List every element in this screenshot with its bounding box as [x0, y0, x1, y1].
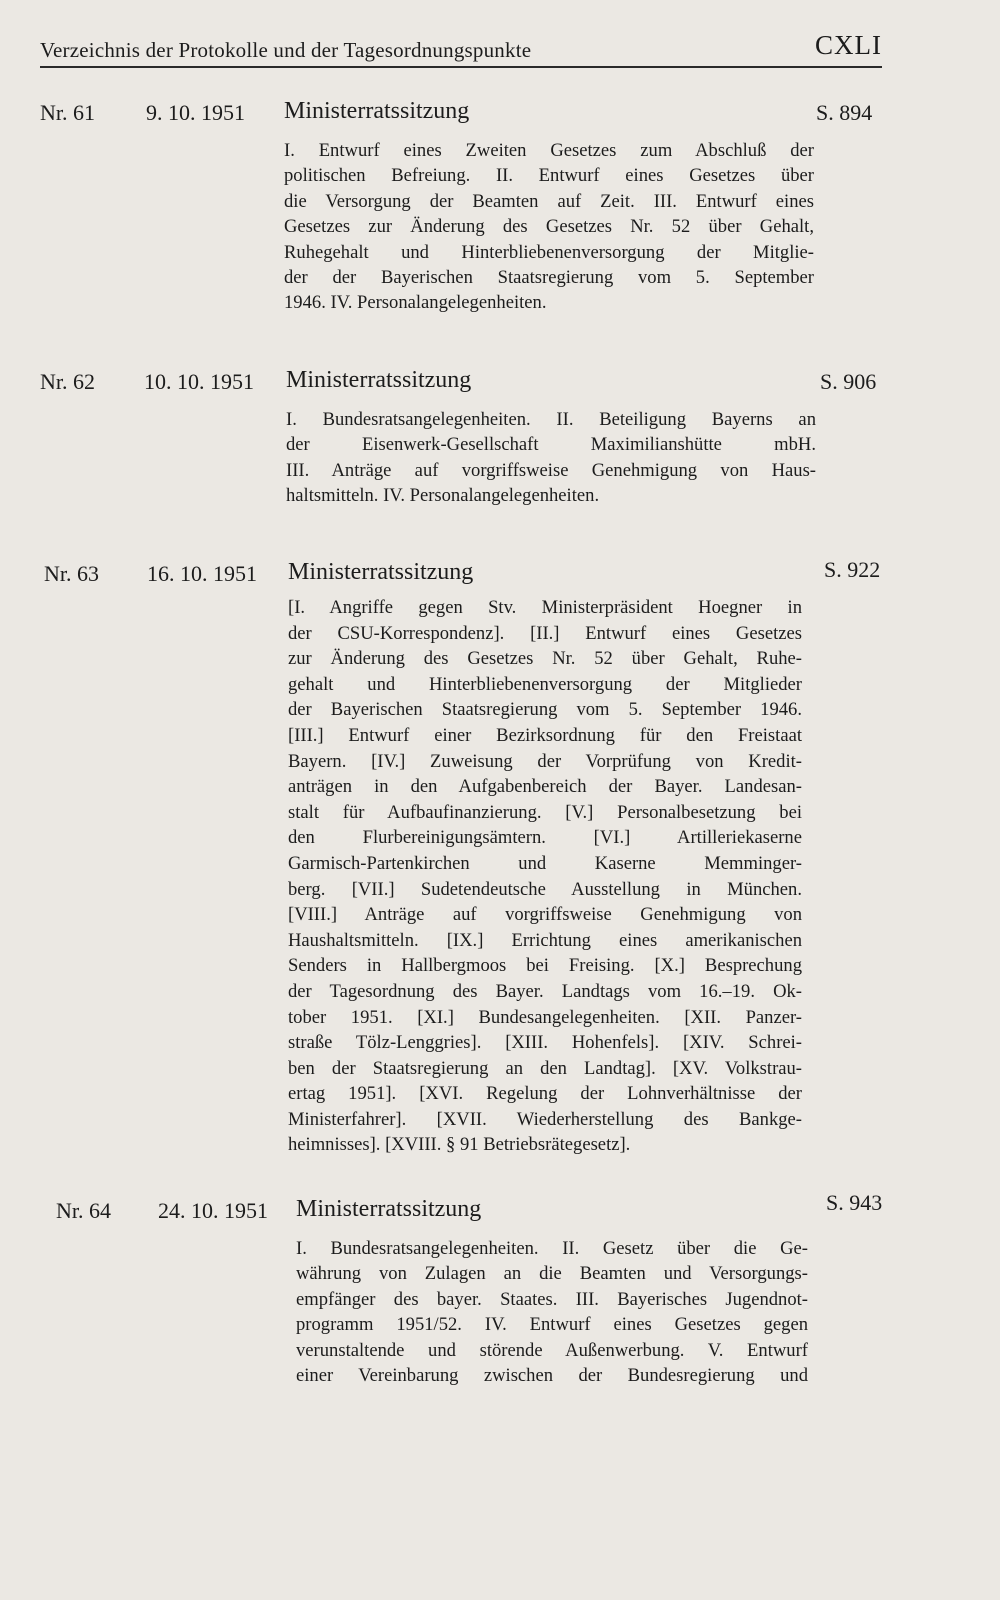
- entry-date: 9. 10. 1951: [146, 100, 245, 125]
- entry-date: 10. 10. 1951: [144, 369, 254, 394]
- agenda-line: der Eisenwerk-Gesellschaft Maximilianshütte mbH.: [286, 434, 816, 456]
- entry-page-ref: S. 894: [816, 100, 873, 125]
- running-header: [40, 30, 882, 70]
- agenda-line: politischen Befreiung. II. Entwurf eines Gesetzes über: [284, 165, 814, 187]
- agenda-line: tober 1951. [XI.] Bundesangelegenheiten. [XII. Panzer-: [288, 1006, 802, 1028]
- entry-agenda-text: [286, 407, 816, 509]
- agenda-line: Garmisch-Partenkirchen und Kaserne Memminger-: [288, 852, 802, 874]
- agenda-line: ben der Staatsregierung an den Landtag]. [XV. Volkstrau-: [288, 1057, 802, 1079]
- agenda-line: heimnisses]. [XVIII. § 91 Betriebsrätegesetz].: [288, 1134, 631, 1156]
- agenda-line: Ruhegehalt und Hinterbliebenenversorgung der Mitglie-: [284, 241, 814, 263]
- agenda-line: einer Vereinbarung zwischen der Bundesregierung und: [296, 1365, 808, 1387]
- entry-page-ref: S. 943: [826, 1190, 883, 1215]
- entry-number: Nr. 64: [56, 1198, 111, 1223]
- agenda-line: I. Bundesratsangelegenheiten. II. Beteiligung Bayerns an: [286, 409, 816, 430]
- agenda-line: III. Anträge auf vorgriffsweise Genehmigung von Haus-: [286, 459, 816, 481]
- agenda-line: die Versorgung der Beamten auf Zeit. III. Entwurf eines: [284, 190, 814, 212]
- agenda-line: Gesetzes zur Änderung des Gesetzes Nr. 52 über Gehalt,: [284, 216, 814, 238]
- entry-number: Nr. 63: [44, 561, 99, 586]
- entry-number: Nr. 62: [40, 369, 95, 394]
- entry-number: Nr. 61: [40, 100, 95, 125]
- agenda-line: I. Entwurf eines Zweiten Gesetzes zum Abschluß der: [284, 140, 814, 161]
- entry-heading: Ministerratssitzung: [296, 1196, 482, 1222]
- agenda-line: empfänger des bayer. Staates. III. Bayerisches Jugendnot-: [296, 1288, 808, 1310]
- agenda-line: verunstaltende und störende Außenwerbung. V. Entwurf: [296, 1339, 808, 1361]
- agenda-line: Haushaltsmitteln. [IX.] Errichtung eines amerikanischen: [288, 929, 802, 951]
- entry-date: 24. 10. 1951: [158, 1198, 268, 1223]
- agenda-line: [VIII.] Anträge auf vorgriffsweise Genehmigung von: [288, 904, 802, 926]
- agenda-line: Bayern. [IV.] Zuweisung der Vorprüfung von Kredit-: [288, 750, 802, 772]
- entry-page-ref: S. 922: [824, 557, 881, 582]
- entry-heading: Ministerratssitzung: [286, 367, 472, 393]
- agenda-line: Senders in Hallbergmoos bei Freising. [X.] Besprechung: [288, 955, 802, 977]
- agenda-line: der der Bayerischen Staatsregierung vom 5. September: [284, 267, 814, 289]
- entry-page-ref: S. 906: [820, 369, 877, 394]
- entry-date: 16. 10. 1951: [147, 561, 257, 586]
- agenda-line: zur Änderung des Gesetzes Nr. 52 über Gehalt, Ruhe-: [288, 648, 802, 670]
- agenda-line: ertag 1951]. [XVI. Regelung der Lohnverhältnisse der: [288, 1083, 802, 1105]
- agenda-line: programm 1951/52. IV. Entwurf eines Gesetzes gegen: [296, 1314, 808, 1336]
- entry-agenda-text: [288, 595, 802, 1158]
- entry-agenda-text: [284, 138, 814, 316]
- agenda-line: anträgen in den Aufgabenbereich der Bayer. Landesan-: [288, 776, 802, 798]
- agenda-line: gehalt und Hinterbliebenenversorgung der Mitglieder: [288, 673, 802, 695]
- agenda-line: straße Tölz-Lenggries]. [XIII. Hohenfels]. [XIV. Schrei-: [288, 1032, 802, 1054]
- entry-heading: Ministerratssitzung: [288, 559, 474, 585]
- agenda-line: [III.] Entwurf einer Bezirksordnung für den Freistaat: [288, 724, 802, 746]
- agenda-line: berg. [VII.] Sudetendeutsche Ausstellung in München.: [288, 878, 802, 900]
- agenda-line: stalt für Aufbaufinanzierung. [V.] Personalbesetzung bei: [288, 801, 802, 823]
- agenda-line: 1946. IV. Personalangelegenheiten.: [284, 292, 547, 314]
- agenda-line: I. Bundesratsangelegenheiten. II. Gesetz über die Ge-: [296, 1238, 808, 1259]
- agenda-line: Ministerfahrer]. [XVII. Wiederherstellung des Bankge-: [288, 1108, 802, 1130]
- entry-agenda-text: [296, 1236, 808, 1388]
- agenda-line: haltsmitteln. IV. Personalangelegenheiten.: [286, 485, 600, 507]
- agenda-line: der Bayerischen Staatsregierung vom 5. September 1946.: [288, 699, 802, 721]
- agenda-line: währung von Zulagen an die Beamten und Versorgungs-: [296, 1263, 808, 1285]
- header-rule: [40, 66, 882, 68]
- running-head-title: Verzeichnis der Protokolle und der Tagesordnungspunkte: [40, 38, 532, 62]
- agenda-line: den Flurbereinigungsämtern. [VI.] Artilleriekaserne: [288, 827, 802, 849]
- entry-heading: Ministerratssitzung: [284, 98, 470, 124]
- agenda-line: der Tagesordnung des Bayer. Landtags vom 16.–19. Ok-: [288, 980, 802, 1002]
- agenda-line: [I. Angriffe gegen Stv. Ministerpräsident Hoegner in: [288, 597, 802, 618]
- agenda-line: der CSU-Korrespondenz]. [II.] Entwurf eines Gesetzes: [288, 622, 802, 644]
- page-number: CXLI: [815, 30, 882, 60]
